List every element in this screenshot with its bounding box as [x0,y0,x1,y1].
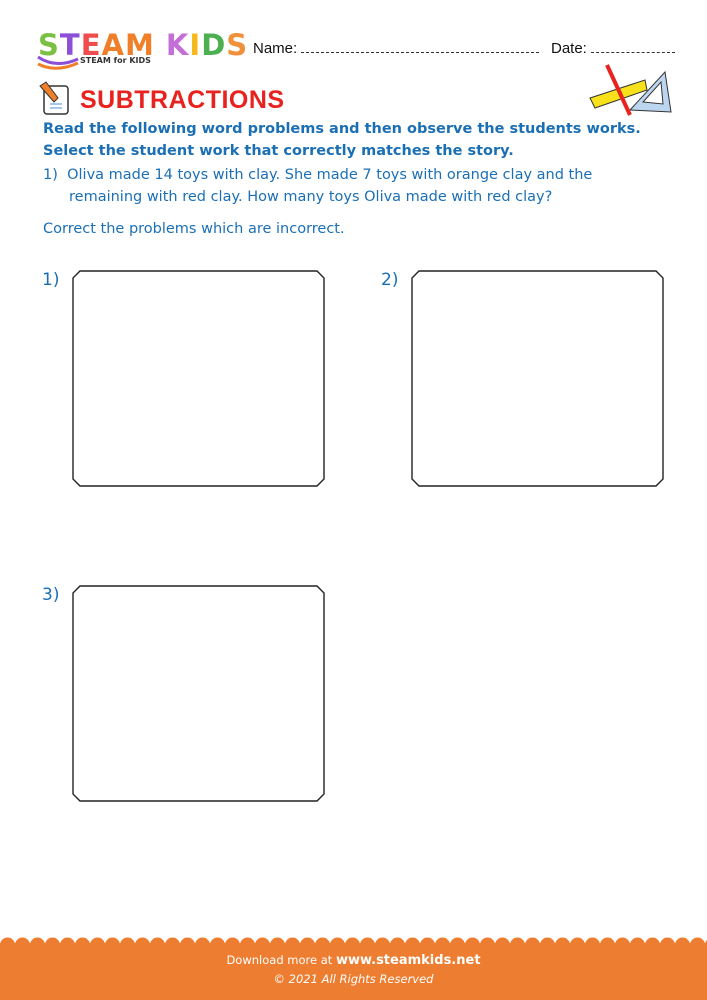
answer-box-2[interactable] [411,270,664,487]
logo-subtitle: STEAM for KIDS [80,56,151,65]
box-2-label: 2) [381,270,399,290]
answer-box-1[interactable] [72,270,325,487]
name-label: Name: [253,40,298,57]
site-link[interactable]: www.steamkids.net [335,953,481,968]
pencil-paper-icon [36,80,72,116]
logo-letter: S [38,28,60,62]
name-field[interactable] [253,40,539,57]
problem-text: Oliva made 14 toys with clay. She made 7 toys with orange clay and the remaining with red clay. How many toys Oliva made with red clay? [67,167,593,205]
logo-letter: E [80,28,102,62]
logo-letter [155,28,166,62]
logo-letter: D [201,28,227,62]
logo-letter: I [189,28,202,62]
problem-1 [43,164,669,208]
logo-letter: S [226,28,249,62]
answer-box-3[interactable] [72,585,325,802]
date-label: Date: [551,40,587,57]
copyright: © 2021 All Rights Reserved [273,972,434,986]
logo-letter: K [165,28,190,62]
page-title: SUBTRACTIONS [80,86,285,114]
instructions: Read the following word problems and then observe the students works. Select the student work that correctly matches the story. [43,121,641,159]
box-1-label: 1) [42,270,60,290]
logo-swoosh-icon [36,55,81,71]
box-3-label: 3) [42,585,60,605]
problem-number: 1) [43,167,58,183]
logo-letter: M [124,28,155,62]
download-text: Download more at [226,953,333,967]
footer-download [0,953,707,968]
logo-letter: T [59,28,81,62]
logo-letter: A [101,28,125,62]
ruler-triangle-icon [585,60,675,120]
correct-note: Correct the problems which are incorrect. [43,221,345,237]
date-field[interactable] [551,40,675,57]
